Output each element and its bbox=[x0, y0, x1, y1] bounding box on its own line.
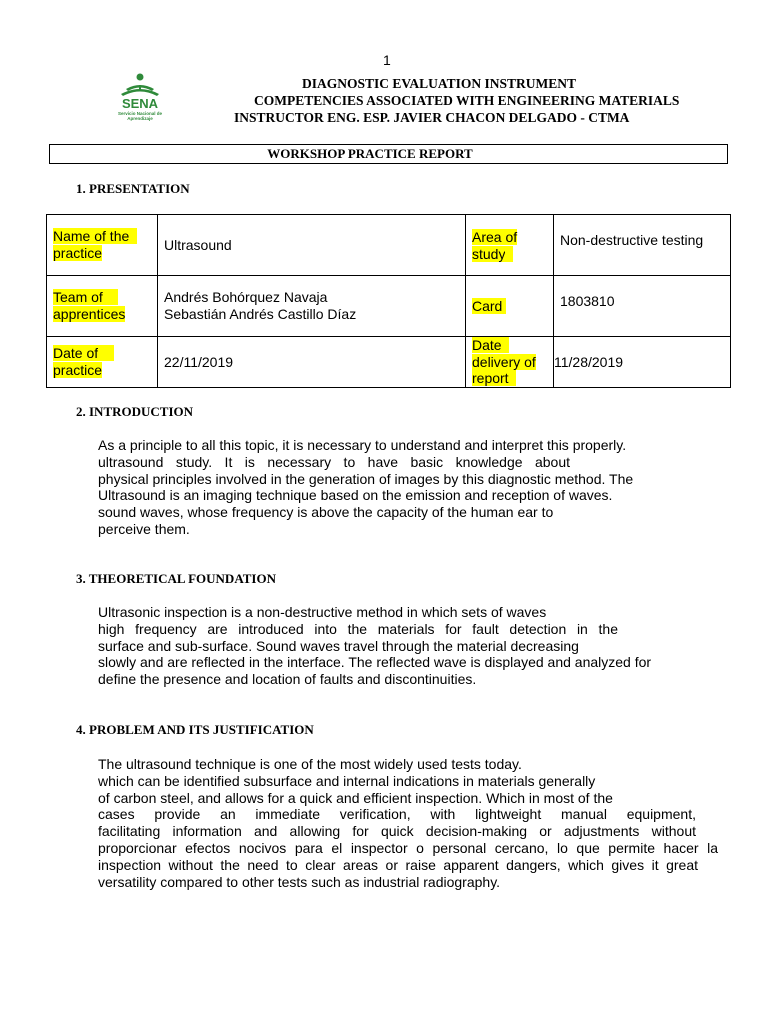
paragraph-line: slowly and are reflected in the interface. The reflected wave is displayed and analyzed for bbox=[98, 654, 652, 671]
paragraph-line: which can be identified subsurface and internal indications in materials generally bbox=[98, 772, 596, 789]
paragraph-line: facilitating information and allowing for quick decision-making or adjustments without bbox=[98, 823, 696, 840]
table-label-cell bbox=[47, 215, 158, 276]
logo-caption: Servicio Nacional de Aprendizaje bbox=[117, 111, 163, 121]
table-label-cell bbox=[466, 276, 554, 337]
section-heading-theory: 3. THEORETICAL FOUNDATION bbox=[76, 571, 276, 586]
label-team-line2: apprentices bbox=[53, 306, 126, 322]
label-date-of-practice-line1: Date of bbox=[53, 345, 99, 361]
paragraph-line: As a principle to all this topic, it is necessary to understand and interpret this properly. bbox=[98, 437, 627, 453]
team-member-2: Sebastián Andrés Castillo Díaz bbox=[164, 306, 357, 322]
table-label-cell bbox=[466, 337, 554, 388]
label-team-line1: Team of bbox=[53, 289, 103, 305]
header-line-3: INSTRUCTOR ENG. ESP. JAVIER CHACON DELGADO - CTMA bbox=[234, 110, 630, 125]
section-heading-introduction: 2. INTRODUCTION bbox=[76, 404, 194, 419]
card-value: 1803810 bbox=[554, 276, 731, 337]
paragraph-line: cases provide an immediate verification, with lightweight manual equipment, bbox=[98, 806, 696, 823]
report-title-box bbox=[49, 144, 728, 164]
table-row bbox=[47, 215, 731, 276]
table-label-cell bbox=[47, 276, 158, 337]
presentation-table bbox=[46, 214, 731, 388]
section-heading-presentation: 1. PRESENTATION bbox=[76, 181, 190, 196]
paragraph-line: define the presence and location of faults and discontinuities. bbox=[98, 671, 477, 688]
paragraph-line: perceive them. bbox=[98, 520, 190, 537]
label-date-delivery-line1: Date bbox=[472, 337, 502, 354]
paragraph-line: The ultrasound technique is one of the most widely used tests today. bbox=[98, 756, 522, 772]
team-member-1: Andrés Bohórquez Navaja bbox=[164, 289, 328, 305]
table-row bbox=[47, 337, 731, 388]
report-title: WORKSHOP PRACTICE REPORT bbox=[267, 146, 473, 161]
label-area-of-study-line2: study bbox=[472, 246, 506, 262]
paragraph-line: ultrasound study. It is necessary to have basic knowledge about bbox=[98, 453, 570, 470]
header-line-2: COMPETENCIES ASSOCIATED WITH ENGINEERING MATERIALS bbox=[254, 93, 680, 108]
paragraph-line: proporcionar efectos nocivos para el inspector o personal cercano, lo que permite hacer la bbox=[98, 839, 718, 856]
introduction-paragraph bbox=[98, 437, 718, 538]
label-date-delivery-line3: report bbox=[472, 370, 509, 387]
date-delivery-value: 11/28/2019 bbox=[554, 337, 731, 388]
label-name-of-practice-line1: Name of the bbox=[53, 228, 130, 244]
paragraph-line: physical principles involved in the generation of images by this diagnostic method. The bbox=[98, 470, 634, 487]
label-date-delivery-line2: delivery of bbox=[472, 353, 536, 370]
paragraph-line: inspection without the need to clear areas or raise apparent dangers, which gives it great bbox=[98, 856, 698, 873]
header-line-1: DIAGNOSTIC EVALUATION INSTRUMENT bbox=[302, 76, 577, 91]
paragraph-line: sound waves, whose frequency is above the capacity of the human ear to bbox=[98, 504, 554, 521]
table-row bbox=[47, 276, 731, 337]
area-of-study-value: Non-destructive testing bbox=[554, 215, 731, 276]
table-label-cell bbox=[47, 337, 158, 388]
paragraph-line: versatility compared to other tests such as industrial radiography. bbox=[98, 873, 501, 890]
paragraph-line: of carbon steel, and allows for a quick and efficient inspection. Which in most of the bbox=[98, 789, 613, 806]
team-members-value bbox=[158, 276, 466, 337]
problem-paragraph bbox=[98, 756, 718, 890]
practice-name-value: Ultrasound bbox=[158, 215, 466, 276]
label-date-of-practice-line2: practice bbox=[53, 362, 103, 378]
paragraph-line: Ultrasound is an imaging technique based on the emission and reception of waves. bbox=[98, 487, 613, 504]
logo-text: SENA bbox=[121, 96, 159, 111]
label-card: Card bbox=[472, 297, 503, 314]
page-number: 1 bbox=[383, 52, 391, 68]
label-name-of-practice-line2: practice bbox=[53, 245, 103, 261]
paragraph-line: high frequency are introduced into the materials for fault detection in the bbox=[98, 620, 618, 637]
paragraph-line: Ultrasonic inspection is a non-destructive method in which sets of waves bbox=[98, 604, 547, 620]
theory-paragraph bbox=[98, 604, 718, 688]
section-heading-problem: 4. PROBLEM AND ITS JUSTIFICATION bbox=[76, 722, 314, 737]
table-label-cell bbox=[466, 215, 554, 276]
paragraph-line: surface and sub-surface. Sound waves travel through the material decreasing bbox=[98, 637, 579, 654]
date-of-practice-value: 22/11/2019 bbox=[158, 337, 466, 388]
label-area-of-study-line1: Area of bbox=[472, 229, 518, 245]
